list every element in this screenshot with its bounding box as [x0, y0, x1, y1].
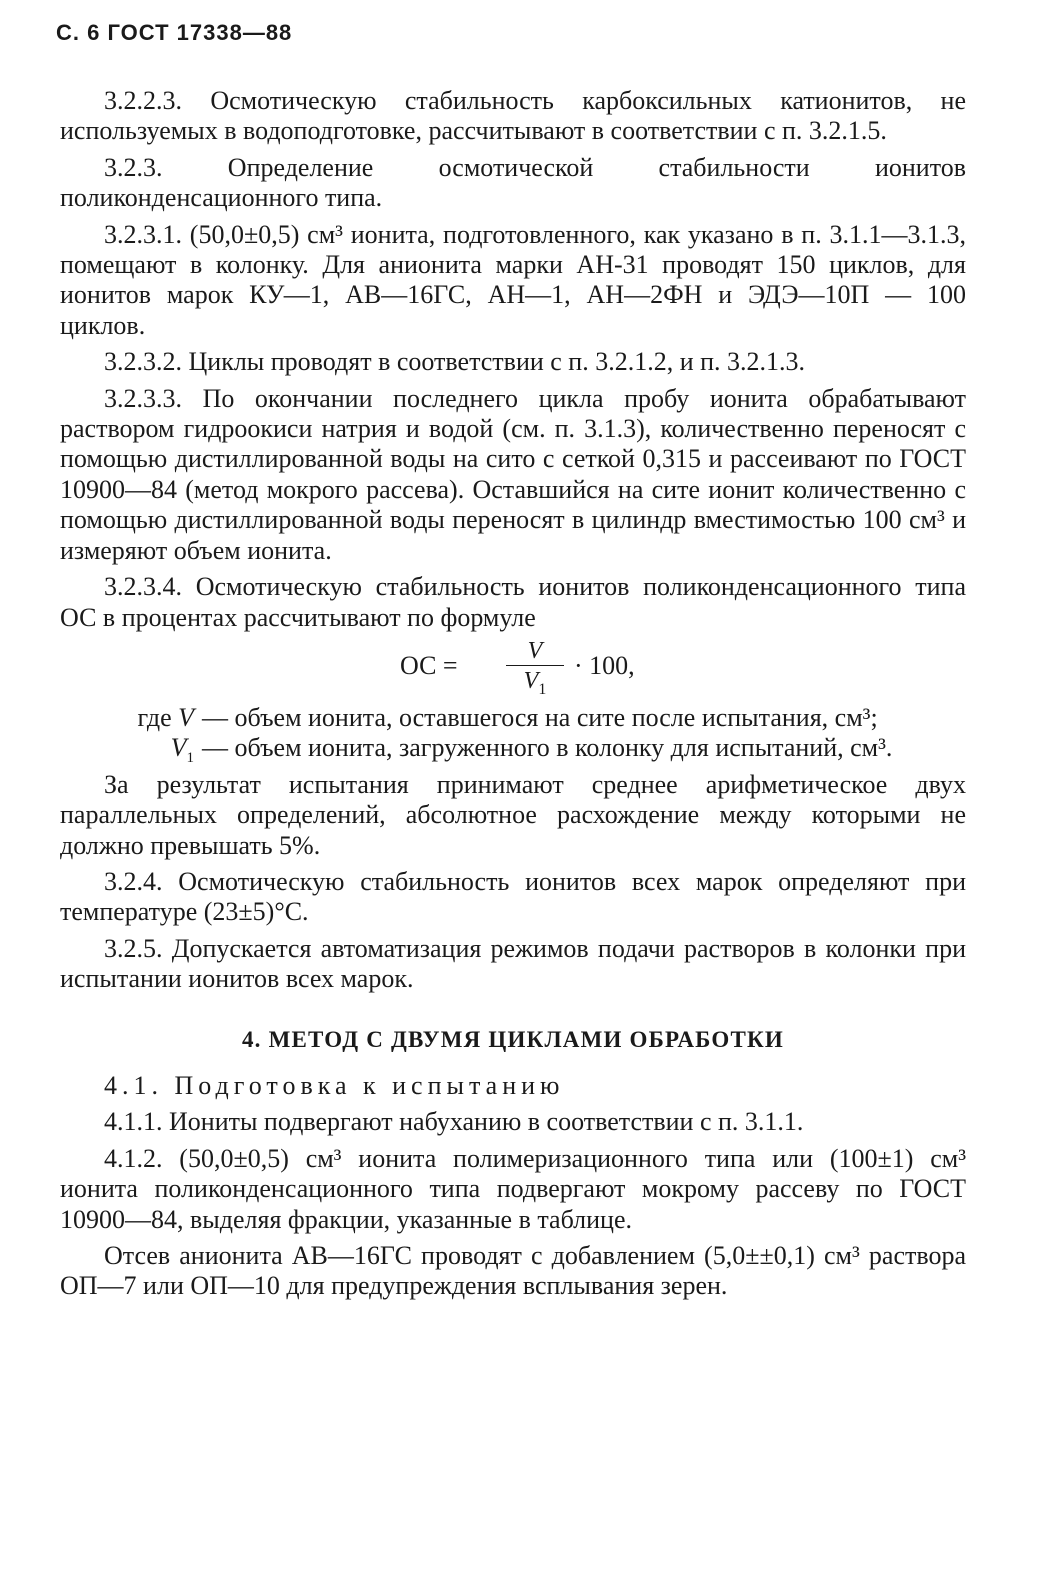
- paragraph-3-2-3-4: 3.2.3.4. Осмотическую стабильность ионитов поликонденсационного типа ОС в процентах рассчитывают по формуле: [60, 572, 966, 632]
- where-item-v1: [60, 733, 966, 767]
- formula-rhs: · 100,: [574, 650, 635, 680]
- where-symbol: где V: [137, 702, 194, 732]
- where-definition: — объем ионита, загруженного в колонку для испытаний, см³.: [202, 733, 893, 763]
- where-block: [60, 702, 966, 767]
- subsection-title: 4.1. Подготовка к испытанию: [104, 1070, 565, 1100]
- paragraph-4-1-2: 4.1.2. (50,0±0,5) см³ ионита полимеризационного типа или (100±1) см³ ионита поликонденсационного типа подвергают мокрому рассеву по ГОСТ 10900—84, выделяя фракции, указанные в таблице.: [60, 1143, 966, 1234]
- page-header: С. 6 ГОСТ 17338—88: [56, 20, 293, 45]
- paragraph-3-2-3-2: 3.2.3.2. Циклы проводят в соответствии с п. 3.2.1.2, и п. 3.2.1.3.: [104, 347, 806, 377]
- paragraph-3-2-3: 3.2.3. Определение осмотической стабильности ионитов поликонденсационного типа.: [60, 152, 966, 213]
- formula-numerator: V: [527, 637, 543, 664]
- paragraph-3-2-5: 3.2.5. Допускается автоматизация режимов подачи растворов в колонки при испытании ионитов всех марок.: [60, 933, 966, 994]
- paragraph-4-1-1: 4.1.1. Иониты подвергают набуханию в соответствии с п. 3.1.1.: [104, 1107, 804, 1137]
- paragraph-sieving-note: Отсев анионита АВ—16ГС проводят с добавлением (5,0±±0,1) см³ раствора ОП—7 или ОП—10 для предупреждения всплывания зерен.: [60, 1241, 966, 1301]
- where-symbol: $V_1$: [170, 733, 194, 767]
- paragraph-3-2-3-1: 3.2.3.1. (50,0±0,5) см³ ионита, подготовленного, как указано в п. 3.1.1—3.1.3, помещают в колонку. Для анионита марки АН-31 проводят 150 циклов, для ионитов марок КУ—1, АВ—16ГС, АН—1, АН—2ФН и ЭДЭ—10П — 100 циклов.: [60, 219, 966, 340]
- section-title: 4. МЕТОД С ДВУМЯ ЦИКЛАМИ ОБРАБОТКИ: [241, 1026, 785, 1052]
- where-definition: — объем ионита, оставшегося на сите после испытания, см³;: [202, 702, 878, 732]
- body-text: [60, 86, 966, 1302]
- paragraph-3-2-3-3: 3.2.3.3. По окончании последнего цикла пробу ионита обрабатывают раствором гидроокиси натрия и водой (см. п. 3.1.3), количественно переносят с помощью дистиллированной воды на сито с сеткой 0,315 и рассеивают по ГОСТ 10900—84 (метод мокрого рассева). Оставшийся на сите ионит количественно с помощью дистиллированной воды переносят в цилиндр вместимостью 100 см³ и измеряют объем ионита.: [60, 383, 966, 565]
- paragraph-3-2-4: 3.2.4. Осмотическую стабильность ионитов всех марок определяют при температуре (23±5)°С.: [60, 866, 966, 927]
- where-item-v: [60, 703, 966, 733]
- formula-lhs: ОС =: [400, 650, 458, 680]
- formula-os: [60, 637, 966, 701]
- formula-fraction: [502, 637, 568, 705]
- paragraph-3-2-2-3: 3.2.2.3. Осмотическую стабильность карбоксильных катионитов, не используемых в водоподготовке, рассчитывают в соответствии с п. 3.2.1.5.: [60, 86, 966, 146]
- paragraph-result: За результат испытания принимают среднее арифметическое двух параллельных определений, абсолютное расхождение между которыми не должно превышать 5%.: [60, 769, 966, 860]
- formula-denominator: $V_1$: [523, 667, 547, 698]
